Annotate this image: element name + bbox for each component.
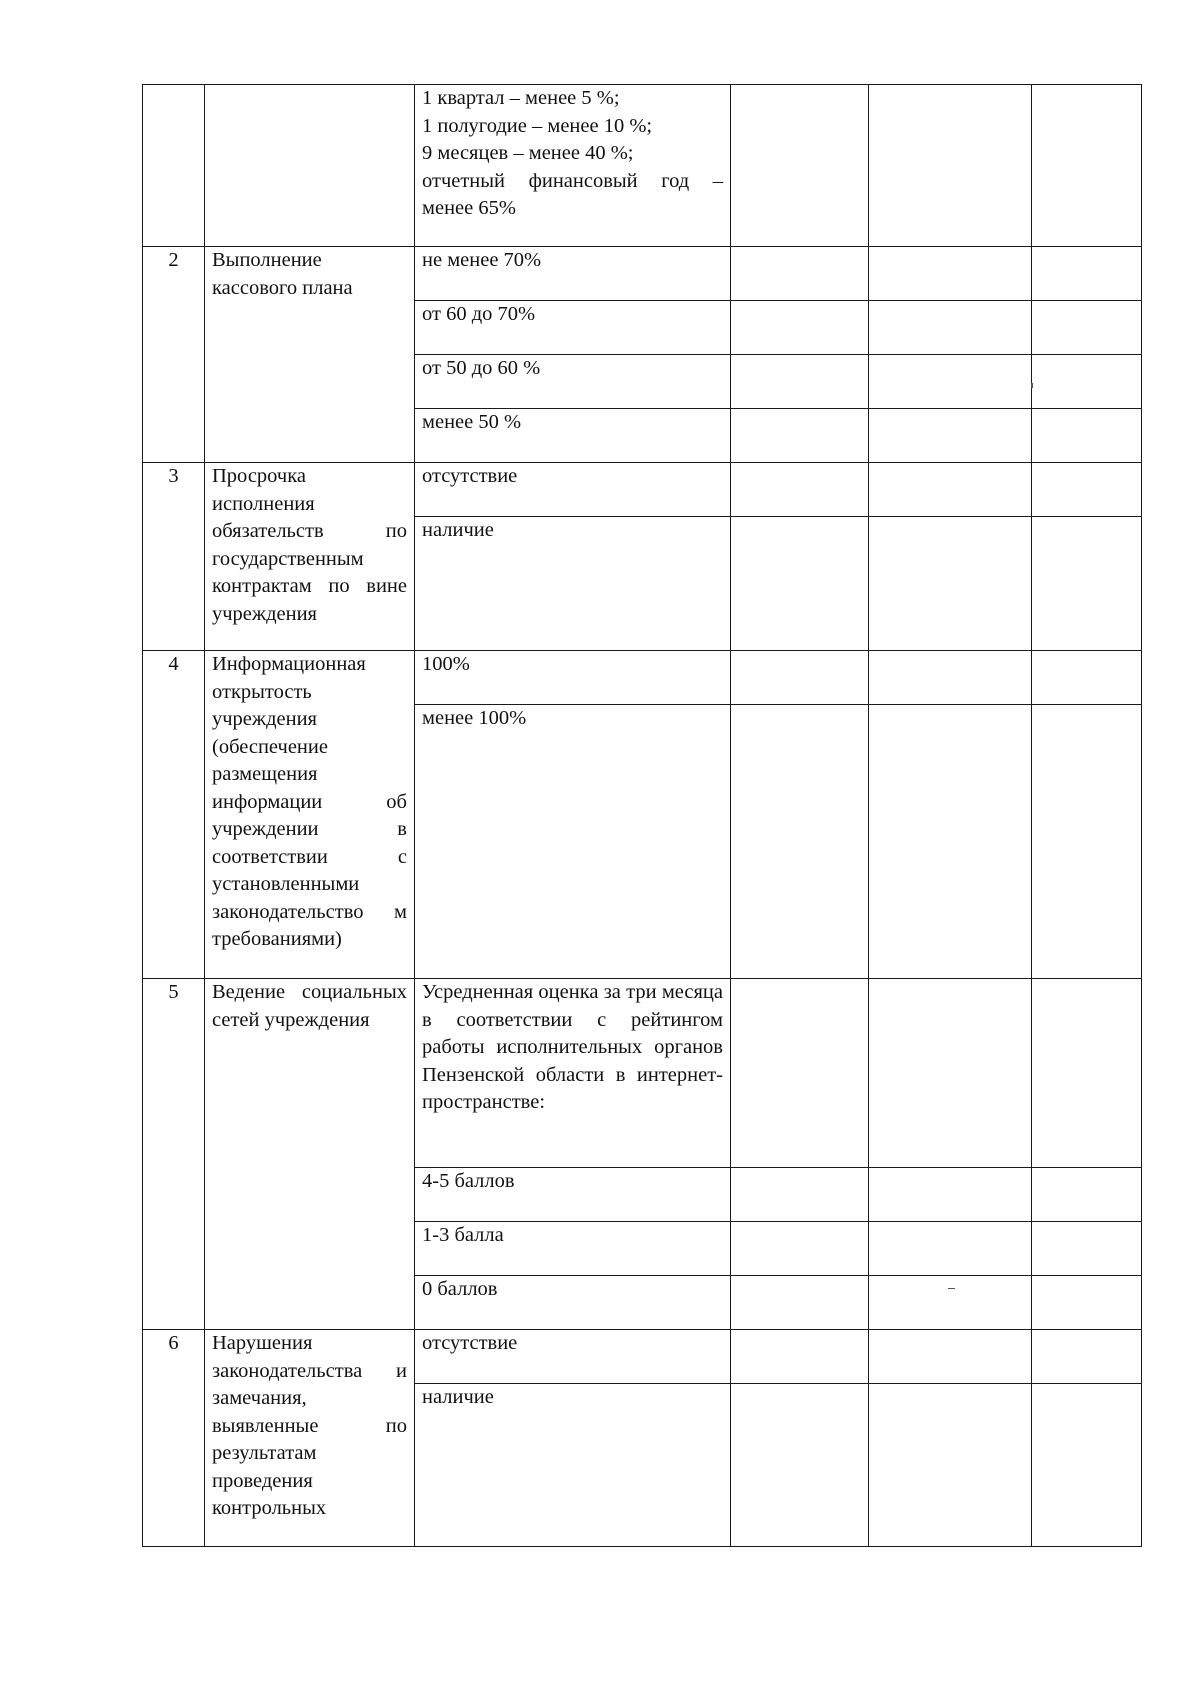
- criteria-cell: менее 100%: [415, 705, 731, 979]
- value-cell: [869, 463, 1032, 517]
- indicator-name: Нарушения законодательства и замечания, выявленные по результатам проведения контрольных: [212, 1332, 407, 1519]
- table-row: [143, 85, 1142, 247]
- score-cell: [731, 1168, 869, 1222]
- value-cell: [869, 651, 1032, 705]
- row-number-cell: [143, 85, 205, 247]
- criteria-cell: наличие: [415, 1384, 731, 1547]
- value-cell: [869, 517, 1032, 651]
- score-cell: [731, 1384, 869, 1547]
- value-cell: [869, 1222, 1032, 1276]
- value-cell: [869, 85, 1032, 247]
- row-number-cell: 3: [143, 463, 205, 651]
- criteria-line: 1 полугодие – менее 10 %;: [422, 114, 653, 137]
- criteria-cell: не менее 70%: [415, 247, 731, 301]
- criteria-cell: менее 50 %: [415, 409, 731, 463]
- value-cell: [869, 409, 1032, 463]
- criteria-cell: [415, 85, 731, 247]
- value-cell: [869, 1330, 1032, 1384]
- note-cell: [1032, 1330, 1142, 1384]
- score-cell: [731, 1222, 869, 1276]
- criteria-table: [142, 84, 1142, 1547]
- indicator-name-cell: [205, 651, 415, 979]
- row-number-cell: 2: [143, 247, 205, 463]
- note-cell: [1032, 409, 1142, 463]
- value-cell: [869, 1168, 1032, 1222]
- indicator-name-cell: [205, 979, 415, 1330]
- indicator-name: Ведение социальных сетей учреждения: [212, 981, 407, 1031]
- scan-artifact: [1031, 383, 1033, 388]
- table-row: [143, 979, 1142, 1168]
- scan-artifact: [948, 1288, 955, 1289]
- score-cell: [731, 1330, 869, 1384]
- score-cell: [731, 651, 869, 705]
- criteria-cell: 100%: [415, 651, 731, 705]
- score-cell: [731, 85, 869, 247]
- criteria-cell: 4-5 баллов: [415, 1168, 731, 1222]
- table-row: [143, 1330, 1142, 1384]
- indicator-name-cell: [205, 85, 415, 247]
- row-number-cell: 6: [143, 1330, 205, 1547]
- table-row: [143, 463, 1142, 517]
- note-cell: [1032, 651, 1142, 705]
- note-cell: [1032, 301, 1142, 355]
- score-cell: [731, 463, 869, 517]
- note-cell: [1032, 705, 1142, 979]
- score-cell: [731, 979, 869, 1168]
- score-cell: [731, 301, 869, 355]
- value-cell: [869, 979, 1032, 1168]
- criteria-line: 9 месяцев – менее 40 %;: [422, 142, 634, 164]
- indicator-name: Просрочка исполнения обязательств по государственным контрактам по вине учреждения: [212, 465, 407, 625]
- score-cell: [731, 355, 869, 409]
- indicator-name: Информационная открытость учреждения (обеспечение размещения информации об учреждении в соответствии с установленными законодательство м требованиями): [212, 653, 407, 950]
- row-number-cell: 5: [143, 979, 205, 1330]
- criteria-line: менее 65%: [422, 197, 516, 219]
- table-row: [143, 247, 1142, 301]
- note-cell: [1032, 1168, 1142, 1222]
- note-cell: [1032, 1222, 1142, 1276]
- score-cell: [731, 409, 869, 463]
- criteria-cell: наличие: [415, 517, 731, 651]
- value-cell: [869, 247, 1032, 301]
- criteria-cell: [415, 979, 731, 1168]
- score-cell: [731, 517, 869, 651]
- indicator-name: Выполнение кассового плана: [212, 249, 353, 299]
- note-cell: [1032, 85, 1142, 247]
- score-cell: [731, 1276, 869, 1330]
- note-cell: [1032, 463, 1142, 517]
- note-cell: [1032, 979, 1142, 1168]
- value-cell: [869, 1276, 1032, 1330]
- note-cell: [1032, 517, 1142, 651]
- indicator-name-cell: [205, 463, 415, 651]
- note-cell: [1032, 1276, 1142, 1330]
- criteria-cell: 1-3 балла: [415, 1222, 731, 1276]
- note-cell: [1032, 247, 1142, 301]
- indicator-name-cell: [205, 1330, 415, 1547]
- indicator-name-cell: [205, 247, 415, 463]
- value-cell: [869, 705, 1032, 979]
- table-row: [143, 651, 1142, 705]
- criteria-cell: от 60 до 70%: [415, 301, 731, 355]
- score-cell: [731, 247, 869, 301]
- value-cell: [869, 1384, 1032, 1547]
- note-cell: [1032, 1384, 1142, 1547]
- row-number-cell: 4: [143, 651, 205, 979]
- criteria-cell: отсутствие: [415, 463, 731, 517]
- score-cell: [731, 705, 869, 979]
- criteria-text: Усредненная оценка за три месяца в соответствии с рейтингом работы исполнительных органов Пензенской области в интернет-пространстве:: [422, 981, 723, 1113]
- value-cell: [869, 301, 1032, 355]
- note-cell: [1032, 355, 1142, 409]
- criteria-cell: 0 баллов: [415, 1276, 731, 1330]
- value-cell: [869, 355, 1032, 409]
- criteria-cell: отсутствие: [415, 1330, 731, 1384]
- criteria-line: 1 квартал – менее 5 %;: [422, 87, 620, 109]
- criteria-cell: от 50 до 60 %: [415, 355, 731, 409]
- criteria-line: отчетный финансовый год –: [422, 169, 723, 192]
